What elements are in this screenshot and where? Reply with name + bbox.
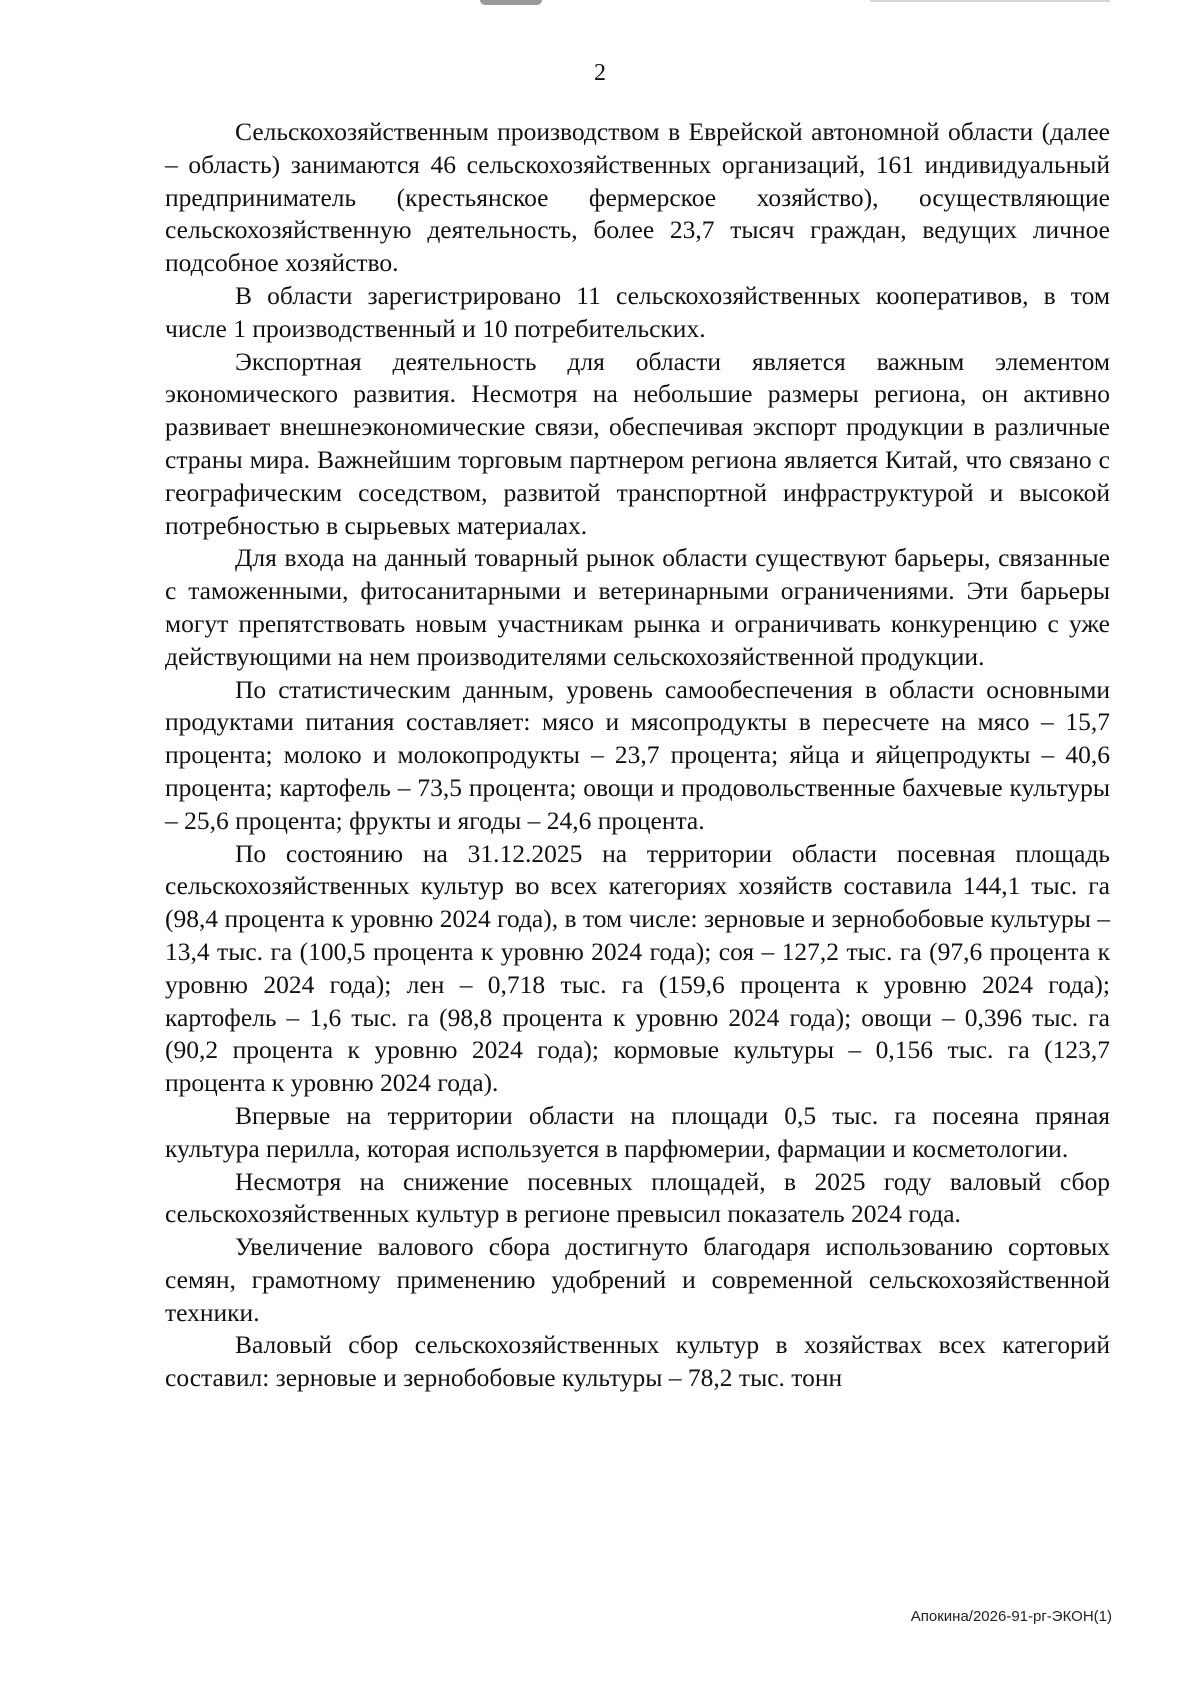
paragraph-export: Экспортная деятельность для области является важным элементом экономического развития. Несмотря на небольшие размеры региона, он активно развивает внешнеэкономические связи, обеспечивая экспорт продукции в различные страны мира. Важнейшим торговым партнером региона является Китай, что связано с географическим соседством, развитой транспортной инфраструктурой и высокой потребностью в сырьевых материалах. (165, 346, 1110, 540)
document-reference-footer: Апокина/2026-91-рг-ЭКОН(1) (910, 1608, 1112, 1625)
scan-smudge (480, 0, 542, 5)
paragraph-gross-harvest: Несмотря на снижение посевных площадей, в 2025 году валовый сбор сельскохозяйственных культур в регионе превысил показатель 2024 года. (165, 1166, 1110, 1229)
paragraph-market-barriers: Для входа на данный товарный рынок области существуют барьеры, связанные с таможенными, фитосанитарными и ветеринарными ограничениями. Эти барьеры могут препятствовать новым участникам рынка и ограничивать конкуренцию с уже действующими на нем производителями сельскохозяйственной продукции. (165, 543, 1110, 671)
page-number: 2 (594, 60, 606, 86)
paragraph-sown-area: По состоянию на 31.12.2025 на территории области посевная площадь сельскохозяйственных культур во всех категориях хозяйств составила 144,1 тыс. га (98,4 процента к уровню 2024 года), в том числе: зерновые и зернобобовые культуры – 13,4 тыс. га (100,5 процента к уровню 2024 года); соя – 127,2 тыс. га (97,6 процента к уровню 2024 года); лен – 0,718 тыс. га (159,6 процента к уровню 2024 года); картофель – 1,6 тыс. га (98,8 процента к уровню 2024 года); овощи – 0,396 тыс. га (90,2 процента к уровню 2024 года); кормовые культуры – 0,156 тыс. га (123,7 процента к уровню 2024 года). (165, 838, 1110, 1098)
paragraph-harvest-by-category: Валовый сбор сельскохозяйственных культур в хозяйствах всех категорий составил: зерновые и зернобобовые культуры – 78,2 тыс. тонн (165, 1330, 1110, 1393)
paragraph-perilla: Впервые на территории области на площади 0,5 тыс. га посеяна пряная культура перилла, которая используется в парфюмерии, фармации и косметологии. (165, 1100, 1110, 1163)
paragraph-producers: Сельскохозяйственным производством в Еврейской автономной области (далее – область) занимаются 46 сельскохозяйственных организаций, 161 индивидуальный предприниматель (крестьянское фермерское хозяйство), осуществляющие сельскохозяйственную деятельность, более 23,7 тысяч граждан, ведущих личное подсобное хозяйство. (165, 117, 1110, 278)
scan-edge-artifact (0, 0, 1200, 8)
paragraph-harvest-increase: Увеличение валового сбора достигнуто благодаря использованию сортовых семян, грамотному применению удобрений и современной сельскохозяйственной техники. (165, 1232, 1110, 1327)
paragraph-self-sufficiency: По статистическим данным, уровень самообеспечения в области основными продуктами питания составляет: мясо и мясопродукты в пересчете на мясо – 15,7 процента; молоко и молокопродукты – 23,7 процента; яйца и яйцепродукты – 40,6 процента; картофель – 73,5 процента; овощи и продовольственные бахчевые культуры – 25,6 процента; фрукты и ягоды – 24,6 процента. (165, 674, 1110, 835)
paragraph-cooperatives: В области зарегистрировано 11 сельскохозяйственных кооперативов, в том числе 1 производственный и 10 потребительских. (165, 280, 1110, 343)
document-body (165, 116, 1110, 1395)
scan-line (870, 0, 1110, 2)
